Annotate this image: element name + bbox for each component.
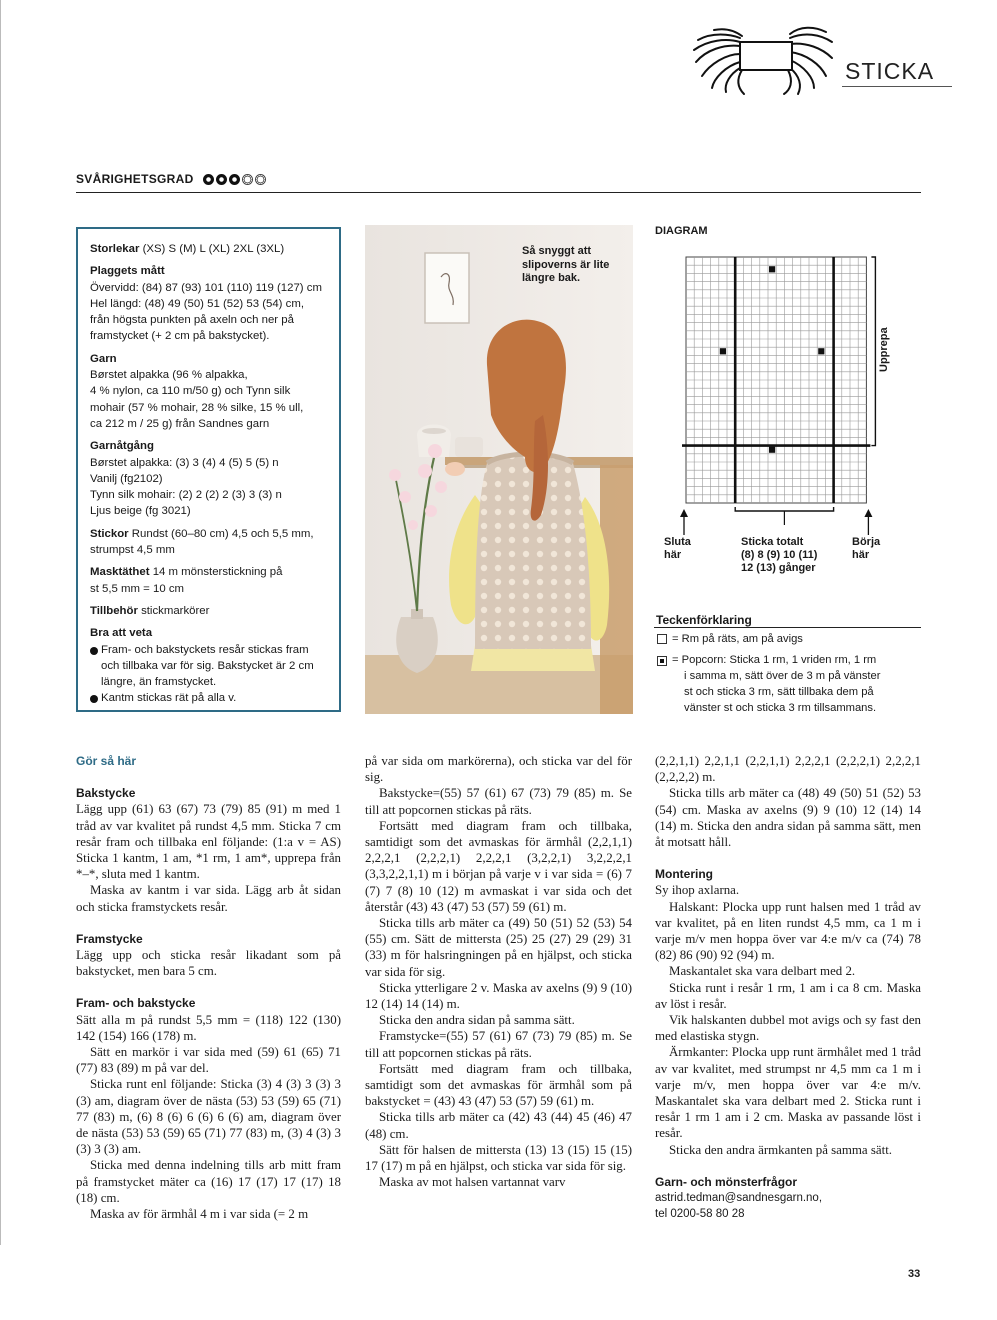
yarn-lines <box>90 367 329 432</box>
yarn-line: ca 212 m / 25 g) från Sandnes garn <box>90 417 270 430</box>
legend-popcorn-line: i samma m, sätt över de 3 m på vänster <box>684 670 881 682</box>
paragraph: Sticka tills arb mäter ca (49) 50 (51) 52 (53) 54 (55) cm. Sätt de mittersta (25) 25 (27) 29 (29) 31 (33) m för halsringningen på en hjälpst, och sticka var sida för sig. <box>365 916 632 979</box>
paragraph: Sticka ytterligare 2 v. Maska av axelns (9) 9 (10) 12 (14) 14 (14) m. <box>365 980 632 1012</box>
paragraph: Sticka tills arb mäter ca (42) 43 (44) 45 (46) 47 (48) cm. <box>365 1110 632 1141</box>
difficulty-dots <box>203 174 268 188</box>
gauge-row <box>90 564 329 597</box>
start-here-line: Börja <box>852 536 881 548</box>
popcorn-stitch-mark <box>818 348 824 354</box>
start-here-line: här <box>852 549 870 561</box>
photo-caption-line: Så snyggt att <box>522 245 592 257</box>
measures-line: framstycket (+ 2 cm på bakstycket). <box>90 330 270 343</box>
yarn-amount-line: Tynn silk mohair: (2) 2 (2) 2 (3) 3 (3) n <box>90 489 282 502</box>
paragraph: Halskant: Plocka upp runt halsen med 1 tråd av var kvalitet, på en liten rundst 4,5 mm, ca 1 m i varje m/v men hoppa över var 4:e m/v ca (74) 78 (82) 86 (90) 92 (94) m. <box>655 899 921 963</box>
diagram-title: DIAGRAM <box>655 225 708 237</box>
paragraph: Ärmkanter: Plocka upp runt ärmhålet med 1 tråd av var kvalitet, med strumpst nr 4,5 mm ca 1 m i varje m/v, men hoppa över var 4:e m/v. Maskantalet ska vara delbart med 2. Sticka runt i resår 1 rm 1 am i 2 cm. Maska av passande löst i resår. <box>655 1045 921 1141</box>
section-heading: Fram- och bakstycke <box>76 996 196 1011</box>
sizes-label: Storlekar <box>90 243 140 255</box>
notions-value: stickmarkörer <box>141 604 210 617</box>
notions-row <box>90 603 329 619</box>
legend-rule <box>654 627 921 628</box>
arrow-up-icon <box>680 509 688 517</box>
legend-plain: = Rm på räts, am på avigs <box>672 633 803 645</box>
gauge-label: Masktäthet <box>90 566 150 579</box>
paragraph: Sticka den andra ärmkanten på samma sätt. <box>669 1142 892 1157</box>
photo-caption-line: längre bak. <box>522 272 581 284</box>
paragraph: Bakstycke=(55) 57 (61) 67 (73) 79 (85) m. Se till att popcornen stickas på räts. <box>365 786 632 817</box>
paragraph: Sticka runt i resår 1 rm, 1 am i ca 8 cm. Maska av löst i resår. <box>655 980 921 1011</box>
repeat-label: Upprepa <box>878 327 890 372</box>
good-to-know-heading: Bra att veta <box>90 627 153 640</box>
section-label: STICKA <box>845 58 935 84</box>
photo-caption <box>522 245 628 286</box>
arrow-up-icon <box>864 509 872 517</box>
contact-line: astrid.tedman@sandnesgarn.no, <box>655 1192 823 1205</box>
yarn-amount-line: Børstet alpakka: (3) 3 (4) 4 (5) 5 (5) n <box>90 456 279 469</box>
paragraph: Sticka den andra sidan på samma sätt. <box>379 1013 575 1028</box>
paragraph: Maskantalet ska vara delbart med 2. <box>669 964 856 979</box>
gauge-line: st 5,5 mm = 10 cm <box>90 582 185 595</box>
popcorn-stitch-mark <box>720 348 726 354</box>
chart-arrows <box>680 509 872 535</box>
yarn-amount-heading: Garnåtgång <box>90 440 154 453</box>
sizes-row <box>90 241 329 257</box>
paragraph: Fortsätt med diagram fram och tillbaka, samtidigt som det avmaskas för ärmhål som på bakstycket = (43) 43 (47) 53 (57) 59 (61) m. <box>365 1061 632 1109</box>
needles-label: Stickor <box>90 527 129 540</box>
start-here-label <box>852 536 880 562</box>
header-rule <box>76 192 921 193</box>
measures-lines <box>90 280 329 345</box>
end-here-line: här <box>664 549 682 561</box>
paragraph: Fortsätt med diagram fram och tillbaka, samtidigt som det avmaskas för ärmhål (2,2,1,1) 2,2,2,1 (2,2,2,1) 2,2,2,1 (3,2,2,1) 3,2,2,2,1 (3,3,2,2,1,1) m i början på varje v i var sida = (6) 7 (7) 7 (8) 10 (12) m avmaskat i var sida och det återstår (43) 43 (47) 53 (57) 59 (61) m. <box>365 818 632 914</box>
measures-heading: Plaggets mått <box>90 265 165 278</box>
measures-line: Övervidd: (84) 87 (93) 101 (110) 119 (127) cm <box>90 281 322 294</box>
section-heading: Montering <box>655 867 713 882</box>
paragraph: Sätt en markör i var sida med (59) 61 (65) 71 (77) 83 (89) m på var del. <box>76 1045 341 1076</box>
legend-popcorn <box>672 652 880 716</box>
gauge-line: 14 m mönsterstickning på <box>152 566 283 579</box>
difficulty-dot-filled-icon <box>229 174 240 185</box>
legend-popcorn-line: st och sticka 3 rm, sätt tillbaka dem på <box>684 686 874 698</box>
instructions-lead: Gör så här <box>76 754 137 768</box>
yarn-line: mohair (57 % mohair, 28 % silke, 15 % ull, <box>90 401 304 414</box>
difficulty-dot-empty-icon <box>242 174 253 185</box>
paragraph: Lägg upp och sticka resår likadant som på bakstycket, men bara 5 cm. <box>76 948 341 979</box>
section-label-underline <box>842 86 952 87</box>
good-to-know-item: Kantm stickas rät på alla v. <box>90 690 329 706</box>
difficulty-dot-filled-icon <box>203 174 214 185</box>
difficulty-rating <box>76 172 268 188</box>
difficulty-dot-filled-icon <box>216 174 227 185</box>
section-heading: Garn- och mönsterfrågor <box>655 1174 798 1189</box>
good-to-know-list <box>90 642 329 707</box>
measures-line: Hel längd: (48) 49 (50) 51 (52) 53 (54) cm, <box>90 297 304 310</box>
measures-line: från högsta punkten på axeln och ner på <box>90 314 294 327</box>
difficulty-dot-empty-icon <box>255 174 266 185</box>
knit-total-label <box>741 536 817 575</box>
page-edge-line <box>0 0 1 1245</box>
notions-label: Tillbehör <box>90 604 138 617</box>
needles-line: strumpst 4,5 mm <box>90 544 175 557</box>
plain-stitch-icon <box>657 634 667 644</box>
popcorn-stitch-icon <box>657 656 667 666</box>
paragraph: Sätt alla m på rundst 5,5 mm = (118) 122 (130) 142 (154) 166 (178) m. <box>76 1012 341 1043</box>
paragraph: Maska av kantm i var sida. Lägg arb åt sidan och sticka framstyckets resår. <box>76 883 341 914</box>
model-photo <box>365 225 633 714</box>
yarn-amount-lines <box>90 455 329 520</box>
yarn-amount-line: Vanilj (fg2102) <box>90 472 163 485</box>
end-here-label <box>664 536 691 562</box>
page-number: 33 <box>908 1268 921 1280</box>
difficulty-label: SVÅRIGHETSGRAD <box>76 172 194 186</box>
paragraph: Sticka med denna indelning tills arb mitt fram på framstycket mäter ca (16) 17 (17) 17 (17) 18 (18) cm. <box>76 1158 341 1205</box>
yarn-heading: Garn <box>90 352 117 365</box>
legend-title: Teckenförklaring <box>656 613 752 627</box>
pattern-specs-box <box>76 227 341 712</box>
total-bracket <box>735 507 833 511</box>
repeat-bracket <box>871 257 875 446</box>
paragraph: Sticka tills arb mäter ca (48) 49 (50) 51 (52) 53 (54) cm. Maska av axelns (9) 9 (10) 12 (14) 14 (14) m. Sticka den andra sidan på samma sätt, men åt motsatt håll. <box>655 786 921 850</box>
needles-row <box>90 526 329 559</box>
knit-total-line: Sticka totalt <box>741 536 804 548</box>
instructions-column-2 <box>365 753 632 1190</box>
instructions-column-1 <box>76 753 341 1222</box>
sizes-value: (XS) S (M) L (XL) 2XL (3XL) <box>142 243 285 255</box>
paragraph: Sy ihop axlarna. <box>655 883 740 898</box>
paragraph: Maska av mot halsen vartannat varv <box>379 1175 566 1190</box>
legend-popcorn-line: = Popcorn: Sticka 1 rm, 1 vriden rm, 1 rm <box>672 654 877 666</box>
paragraph: Sätt för halsen de mittersta (13) 13 (15) 15 (15) 17 (17) m på en hjälpst, och sticka var sida för sig. <box>365 1142 632 1174</box>
knit-total-line: 12 (13) gånger <box>741 562 816 574</box>
yarn-amount-line: Ljus beige (fg 3021) <box>90 505 191 518</box>
needles-line: Rundst (60–80 cm) 4,5 och 5,5 mm, <box>131 527 314 540</box>
paragraph: Sticka runt enl följande: Sticka (3) 4 (3) 3 (3) 3 (3) am, diagram över de nästa (53) 53 (59) 65 (71) 77 (83) m, (6) 8 (6) 6 (6) 6 (6) am, diagram över de nästa (53) 53 (59) 65 (71) 77 (83) m, (3) 4 (3) 3 (3) 3 (3) am. <box>76 1077 341 1157</box>
yarn-line: 4 % nylon, ca 110 m/50 g) och Tynn silk <box>90 385 291 398</box>
chart-grid <box>686 257 866 503</box>
paragraph: Lägg upp (61) 63 (67) 73 (79) 85 (91) m med 1 tråd av var kvalitet på rundst 4,5 mm. Sticka 7 cm resår fram och tillbaka enl följande: (1:a v = AS) Sticka 1 kantm, 1 am, *1 rm, 1 am*, upprepa från *–*, sluta med 1 kantm. <box>76 802 341 882</box>
yarn-line: Børstet alpakka (96 % alpakka, <box>90 369 248 382</box>
paragraph: Maska av för ärmhål 4 m i var sida (= 2 m <box>90 1207 309 1222</box>
instructions-column-3 <box>655 753 921 1222</box>
end-here-line: Sluta <box>664 536 691 548</box>
contact-line: tel 0200-58 80 28 <box>655 1208 745 1221</box>
paragraph: på var sida om markörerna), och sticka var del för sig. <box>365 754 632 785</box>
section-heading: Bakstycke <box>76 786 136 801</box>
section-heading: Framstycke <box>76 931 143 946</box>
knit-total-line: (8) 8 (9) 10 (11) <box>741 549 818 561</box>
popcorn-stitch-mark <box>769 266 775 272</box>
paragraph: Framstycke=(55) 57 (61) 67 (73) 79 (85) m. Se till att popcornen stickas på räts. <box>365 1029 632 1060</box>
popcorn-stitch-mark <box>769 447 775 453</box>
good-to-know-item: Fram- och bakstyckets resår stickas fram och tillbaka var för sig. Bakstycket är 2 cm längre, än framstycket. <box>90 642 329 691</box>
legend-popcorn-line: vänster st och sticka 3 rm tillsammans. <box>684 702 877 714</box>
photo-caption-line: slipoverns är lite <box>522 258 610 271</box>
paragraph: Vik halskanten dubbel mot avigs och sy fast den med elastiska stygn. <box>655 1013 921 1044</box>
paragraph: (2,2,1,1) 2,2,1,1 (2,2,1,1) 2,2,2,1 (2,2,2,1) 2,2,2,1 (2,2,2,2) m. <box>655 754 921 785</box>
